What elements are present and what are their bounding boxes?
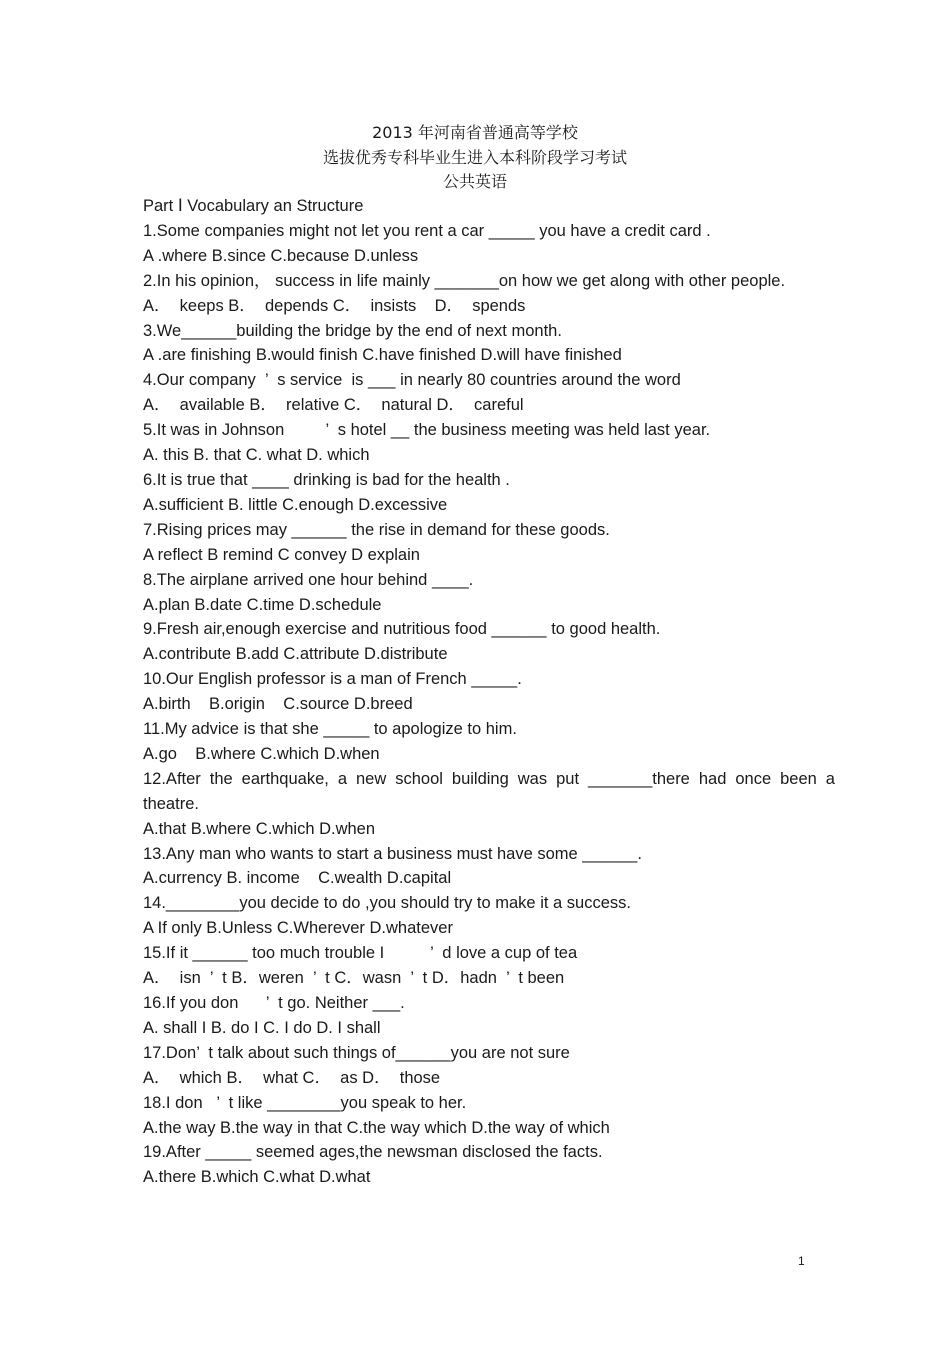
question-12-options: A.that B.where C.which D.when [143,819,376,838]
question-6-options: A.sufficient B. little C.enough D.excessive [143,495,448,514]
question-3-options: A .are finishing B.would finish C.have finished D.will have finished [143,346,622,365]
question-9-options: A.contribute B.add C.attribute D.distribute [143,645,448,664]
question-2-options: A． keeps B． depends C． insists D． spends [143,296,526,315]
part-title: Part Ⅰ Vocabulary an Structure [143,197,364,215]
question-19-options: A.there B.which C.what D.what [143,1168,371,1187]
question-9: 9.Fresh air,enough exercise and nutritious food ______ to good health. [143,620,661,639]
question-14: 14.________you decide to do ,you should try to make it a success. [143,894,631,913]
question-17-options: A． which B． what C． as D． those [143,1068,441,1087]
question-18-options: A.the way B.the way in that C.the way which D.the way of which [143,1118,610,1137]
question-8-options: A.plan B.date C.time D.schedule [143,595,382,614]
question-15: 15.If it ______ too much trouble I ’ d love a cup of tea [143,944,578,963]
question-16: 16.If you don ’ t go. Neither ___. [143,994,405,1012]
question-4: 4.Our company ’ s service is ___ in nearly 80 countries around the word [143,371,681,390]
question-17: 17.Don’ t talk about such things of______you are not sure [143,1043,570,1062]
question-13-options: A.currency B. income C.wealth D.capital [143,869,452,888]
question-5-options: A. this B. that C. what D. which [143,446,370,465]
question-8: 8.The airplane arrived one hour behind ____. [143,570,474,589]
exam-title-line-1: 2013 年河南省普通高等学校 [372,123,578,142]
question-5: 5.It was in Johnson ’ s hotel __ the business meeting was held last year. [143,421,711,440]
question-12: 12.After the earthquake, a new school building was put _______there had once been a theatre. [143,769,835,813]
question-7-options: A reflect B remind C convey D explain [143,545,420,564]
question-10-options: A.birth B.origin C.source D.breed [143,695,413,714]
question-body [143,194,835,1190]
question-1: 1.Some companies might not let you rent a car _____ you have a credit card . [143,221,711,240]
page-number: 1 [798,1254,805,1268]
question-19: 19.After _____ seemed ages,the newsman disclosed the facts. [143,1143,603,1162]
question-15-options: A． isn ’ t B．weren ’ t C．wasn ’ t D．hadn ’ t been [143,969,565,988]
exam-subject-title: 公共英语 [442,172,507,191]
question-10: 10.Our English professor is a man of French _____. [143,670,522,689]
question-3: 3.We______building the bridge by the end of next month. [143,321,562,340]
question-13: 13.Any man who wants to start a business must have some ______. [143,844,642,863]
question-2: 2.In his opinion， success in life mainly _______on how we get along with other people. [143,271,786,290]
question-6: 6.It is true that ____ drinking is bad for the health . [143,470,510,489]
question-1-options: A .where B.since C.because D.unless [143,246,419,265]
question-4-options: A． available B． relative C． natural D． careful [143,396,524,415]
question-16-options: A. shall I B. do I C. I do D. I shall [143,1018,381,1037]
question-7: 7.Rising prices may ______ the rise in demand for these goods. [143,520,610,539]
question-18: 18.I don ’ t like ________you speak to her. [143,1093,467,1112]
question-14-options: A If only B.Unless C.Wherever D.whatever [143,919,453,938]
exam-title-line-2: 选拔优秀专科毕业生进入本科阶段学习考试 [322,148,627,167]
question-11-options: A.go B.where C.which D.when [143,744,380,763]
question-11: 11.My advice is that she _____ to apologize to him. [143,720,517,739]
